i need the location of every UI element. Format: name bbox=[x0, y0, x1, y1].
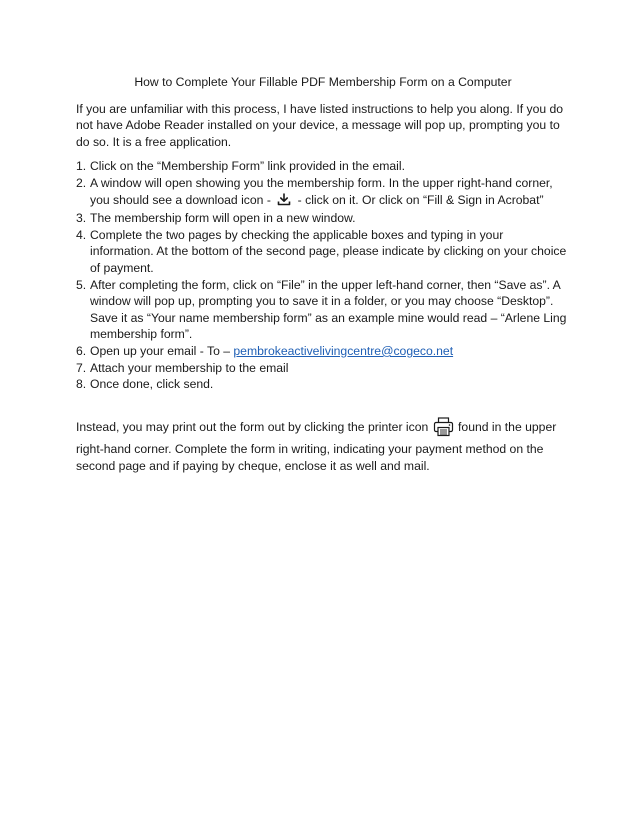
step-4 bbox=[76, 227, 570, 277]
outro-text-continued: found in the upper right-hand corner. Complete the form in writing, indicating your payment method on the second page and if paying by cheque, enclose it as well and mail. bbox=[76, 419, 557, 473]
step-number: 7. bbox=[76, 360, 87, 375]
step-text: After completing the form, click on “File” in the upper left-hand corner, then “Save as”. A window will pop up, prompting you to save it in a folder, or you may choose “Desktop”. Save it as “Your name membership form” as an example mine would read – “Arlene Ling membership form”. bbox=[90, 277, 567, 342]
step-1 bbox=[76, 158, 570, 175]
step-text-continued: - click on it. Or click on “Fill & Sign in Acrobat” bbox=[294, 192, 544, 207]
printer-icon bbox=[433, 417, 454, 442]
step-3 bbox=[76, 210, 570, 227]
step-number: 1. bbox=[76, 159, 87, 174]
outro-text: Instead, you may print out the form out by clicking the printer icon bbox=[76, 419, 432, 434]
step-text: Complete the two pages by checking the applicable boxes and typing in your information. At the bottom of the second page, please indicate by clicking on your choice of payment. bbox=[90, 227, 567, 275]
step-number: 6. bbox=[76, 343, 87, 358]
download-icon bbox=[277, 193, 291, 211]
step-text: Open up your email - To – bbox=[90, 343, 234, 358]
step-6 bbox=[76, 343, 570, 360]
step-number: 8. bbox=[76, 377, 87, 392]
step-text: Attach your membership to the email bbox=[90, 360, 289, 375]
step-number: 4. bbox=[76, 227, 87, 242]
step-text: Click on the “Membership Form” link provided in the email. bbox=[90, 159, 405, 174]
outro-paragraph bbox=[76, 417, 570, 475]
step-number: 3. bbox=[76, 211, 87, 226]
step-8 bbox=[76, 376, 570, 393]
step-number: 5. bbox=[76, 277, 87, 292]
instruction-steps bbox=[76, 158, 570, 392]
email-link[interactable]: pembrokeactivelivingcentre@cogeco.net bbox=[233, 343, 454, 358]
step-text: The membership form will open in a new window. bbox=[90, 211, 356, 226]
document-content bbox=[76, 74, 570, 474]
step-text: Once done, click send. bbox=[90, 377, 214, 392]
intro-paragraph: If you are unfamiliar with this process, I have listed instructions to help you along. If you do not have Adobe Reader installed on your device, a message will pop up, prompting you to do so. It is a free application. bbox=[76, 101, 564, 149]
step-number: 2. bbox=[76, 175, 87, 190]
step-5 bbox=[76, 277, 570, 343]
document-title: How to Complete Your Fillable PDF Membership Form on a Computer bbox=[134, 75, 512, 89]
step-text: A window will open showing you the membership form. In the upper right-hand corner, you should see a download icon - bbox=[90, 175, 553, 207]
step-7 bbox=[76, 360, 570, 377]
step-2 bbox=[76, 175, 570, 210]
